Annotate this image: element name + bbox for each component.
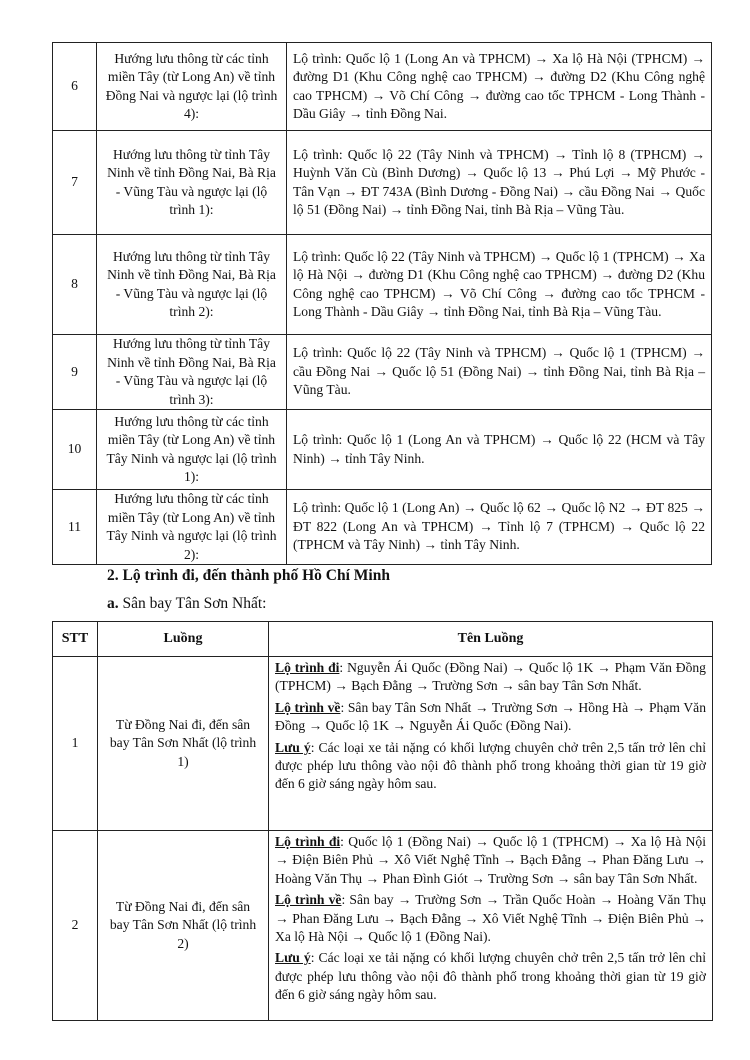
route-description: Lộ trình: Quốc lộ 1 (Long An và TPHCM) → Quốc lộ 22 (HCM và Tây Ninh) → tỉnh Tây Ninh.: [287, 410, 712, 490]
table-row: [53, 831, 713, 1021]
return-route: [275, 699, 706, 736]
row-number: 10: [53, 410, 97, 490]
subsection-text: Sân bay Tân Sơn Nhất:: [118, 595, 267, 612]
route-details: [269, 831, 713, 1021]
row-number: 7: [53, 131, 97, 235]
outbound-label: Lộ trình đi: [275, 834, 341, 849]
section-heading: 2. Lộ trình đi, đến thành phố Hồ Chí Minh: [107, 567, 390, 584]
note: [275, 739, 706, 794]
note-text: : Các loại xe tải nặng có khối lượng chuyên chở trên 2,5 tấn trở lên chỉ được phép lưu thông vào nội đô thành phố trong khoảng thời gian từ 19 giờ đến 6 giờ sáng ngày hôm sau.: [275, 950, 706, 1003]
outbound-route: [275, 659, 706, 696]
table-header-row: [53, 622, 713, 657]
route-direction: Từ Đồng Nai đi, đến sân bay Tân Sơn Nhất (lộ trình 2): [98, 831, 269, 1021]
route-direction: Hướng lưu thông từ các tỉnh miền Tây (từ Long An) về tỉnh Đồng Nai và ngược lại (lộ trình 4):: [97, 43, 287, 131]
note-label: Lưu ý: [275, 739, 311, 755]
outbound-text: : Nguyễn Ái Quốc (Đồng Nai) → Quốc lộ 1K → Phạm Văn Đồng (TPHCM) → Bạch Đằng → Trường Sơn → sân bay Tân Sơn Nhất.: [275, 660, 706, 694]
return-route: [275, 891, 706, 946]
note: [275, 949, 706, 1004]
table-row: [53, 410, 712, 490]
route-details: [269, 657, 713, 831]
row-number: 1: [53, 657, 98, 831]
row-number: 8: [53, 235, 97, 335]
route-direction: Hướng lưu thông từ tỉnh Tây Ninh về tỉnh Đồng Nai, Bà Rịa - Vũng Tàu và ngược lại (lộ trình 2):: [97, 235, 287, 335]
route-description: Lộ trình: Quốc lộ 1 (Long An) → Quốc lộ 62 → Quốc lộ N2 → ĐT 825 → ĐT 822 (Long An và TPHCM) → Tỉnh lộ 7 (TPHCM) → Quốc lộ 22 (TPHCM và Tây Ninh) → tỉnh Tây Ninh.: [287, 490, 712, 565]
return-text: : Sân bay → Trường Sơn → Trần Quốc Hoàn → Hoàng Văn Thụ → Phan Đăng Lưu → Bạch Đằng → Xô Viết Nghệ Tĩnh → Điện Biên Phủ → Xa lộ Hà Nội → Quốc lộ 1 (Đồng Nai).: [275, 892, 706, 945]
return-label: Lộ trình về: [275, 699, 341, 715]
header-luong: Luồng: [98, 622, 269, 657]
header-stt: STT: [53, 622, 98, 657]
table-row: [53, 235, 712, 335]
return-label: Lộ trình về: [275, 892, 342, 908]
route-direction: Từ Đồng Nai đi, đến sân bay Tân Sơn Nhất (lộ trình 1): [98, 657, 269, 831]
route-description: Lộ trình: Quốc lộ 22 (Tây Ninh và TPHCM) → Quốc lộ 1 (TPHCM) → Xa lộ Hà Nội → đường D1 (Khu Công nghệ cao TPHCM) → đường D2 (Khu Công nghệ cao TPHCM) → Võ Chí Công → đường cao tốc TPHCM - Long Thành - Dầu Giây → tỉnh Đồng Nai, tỉnh Bà Rịa – Vũng Tàu.: [287, 235, 712, 335]
table-row: [53, 657, 713, 831]
note-text: : Các loại xe tải nặng có khối lượng chuyên chở trên 2,5 tấn trở lên chỉ được phép lưu thông vào nội đô thành phố trong khoảng thời gian từ 19 giờ đến 6 giờ sáng ngày hôm sau.: [275, 739, 706, 792]
route-description: Lộ trình: Quốc lộ 1 (Long An và TPHCM) → Xa lộ Hà Nội (TPHCM) → đường D1 (Khu Công nghệ cao TPHCM) → đường D2 (Khu Công nghệ cao TPHCM) → Võ Chí Công → đường cao tốc TPHCM - Long Thành - Dầu Giây → tỉnh Đồng Nai.: [287, 43, 712, 131]
route-direction: Hướng lưu thông từ các tỉnh miền Tây (từ Long An) về tỉnh Tây Ninh và ngược lại (lộ trình 1):: [97, 410, 287, 490]
return-text: : Sân bay Tân Sơn Nhất → Trường Sơn → Hồng Hà → Phạm Văn Đồng → Quốc lộ 1K → Nguyễn Ái Quốc (Đồng Nai).: [275, 699, 706, 734]
route-direction: Hướng lưu thông từ các tỉnh miền Tây (từ Long An) về tỉnh Tây Ninh và ngược lại (lộ trình 2):: [97, 490, 287, 565]
row-number: 6: [53, 43, 97, 131]
subsection-letter: a.: [107, 595, 119, 612]
route-description: Lộ trình: Quốc lộ 22 (Tây Ninh và TPHCM) → Tỉnh lộ 8 (TPHCM) → Huỳnh Văn Cù (Bình Dương) → Quốc lộ 13 → Phú Lợi → Mỹ Phước - Tân Vạn → ĐT 743A (Bình Dương - Đồng Nai) → cầu Đồng Nai → Quốc lộ 51 (Đồng Nai) → tỉnh Đồng Nai, tỉnh Bà Rịa – Vũng Tàu.: [287, 131, 712, 235]
table-row: [53, 131, 712, 235]
table-row: [53, 490, 712, 565]
table-row: [53, 335, 712, 410]
route-description: Lộ trình: Quốc lộ 22 (Tây Ninh và TPHCM) → Quốc lộ 1 (TPHCM) → cầu Đồng Nai → Quốc lộ 51 (Đồng Nai) → tỉnh Đồng Nai, tỉnh Bà Rịa – Vũng Tàu.: [287, 335, 712, 410]
row-number: 2: [53, 831, 98, 1021]
outbound-route: [275, 833, 706, 888]
routes-table-continued: [52, 42, 712, 565]
outbound-text: : Quốc lộ 1 (Đồng Nai) → Quốc lộ 1 (TPHCM) → Xa lộ Hà Nội → Điện Biên Phủ → Xô Viết Nghệ Tĩnh → Bạch Đằng → Phan Đăng Lưu → Hoàng Văn Thụ → Phan Đình Giót → Trường Sơn → sân bay Tân Sơn Nhất.: [275, 834, 706, 886]
route-direction: Hướng lưu thông từ tỉnh Tây Ninh về tỉnh Đồng Nai, Bà Rịa - Vũng Tàu và ngược lại (lộ trình 1):: [97, 131, 287, 235]
outbound-label: Lộ trình đi: [275, 660, 340, 675]
airport-routes-table: [52, 621, 713, 1021]
route-direction: Hướng lưu thông từ tỉnh Tây Ninh về tỉnh Đồng Nai, Bà Rịa - Vũng Tàu và ngược lại (lộ trình 3):: [97, 335, 287, 410]
note-label: Lưu ý: [275, 950, 311, 966]
row-number: 11: [53, 490, 97, 565]
table-row: [53, 43, 712, 131]
row-number: 9: [53, 335, 97, 410]
header-ten-luong: Tên Luồng: [269, 622, 713, 657]
subsection-heading: [107, 595, 266, 613]
